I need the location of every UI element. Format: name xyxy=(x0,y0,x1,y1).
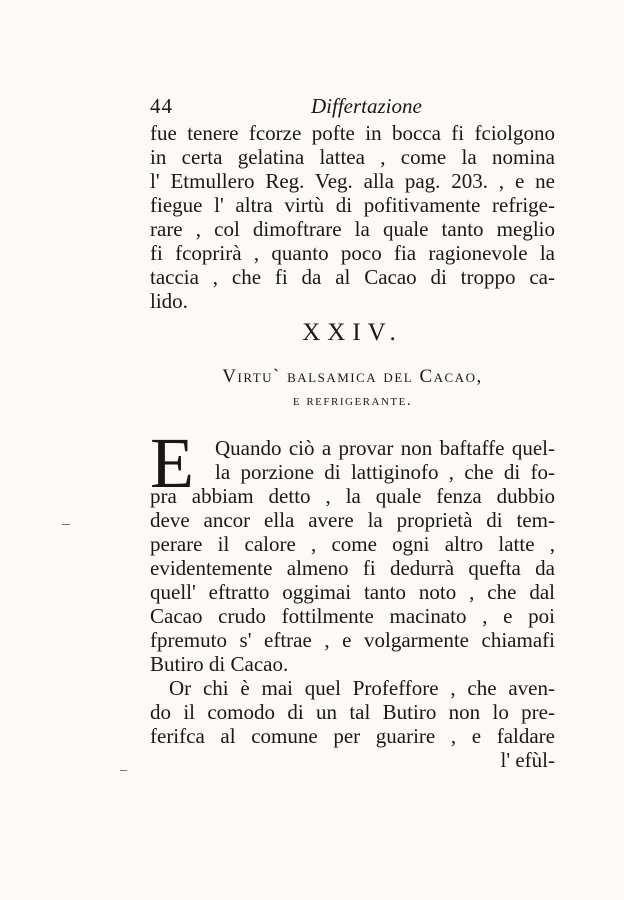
drop-cap: E xyxy=(150,423,194,503)
text-line: deve ancor ella avere la proprietà di tem- xyxy=(150,508,555,532)
text-line: ferifca al comune per guarire , e faldare xyxy=(150,724,555,748)
text-line: rare , col dimoftrare la quale tanto meglio xyxy=(150,217,555,241)
section-number: XXIV. xyxy=(302,319,403,346)
text-line: Quando ciò a provar non baftaffe quel- xyxy=(215,436,555,460)
running-title: Differtazione xyxy=(311,94,422,118)
text-line: fpremuto s' eftrae , e volgarmente chiamafi xyxy=(150,628,555,652)
text-line: la porzione di lattiginofo , che di fo- xyxy=(215,460,555,484)
text-line: perare il calore , come ogni altro latte , xyxy=(150,532,555,556)
section-subtitle: e refrigerante. xyxy=(292,393,413,409)
text-line: Butiro di Cacao. xyxy=(150,652,289,676)
text-line: fi fcoprirà , quanto poco fia ragionevole la xyxy=(150,241,555,265)
catchword: l' efùl- xyxy=(500,748,555,772)
text-line: fiegue l' altra virtù di pofitivamente refrige- xyxy=(150,193,555,217)
text-line: quell' eftratto oggimai tanto noto , che dal xyxy=(150,580,555,604)
text-line: do il comodo di un tal Butiro non lo pre- xyxy=(150,700,555,724)
page-number: 44 xyxy=(150,94,173,118)
text-line: Or chi è mai quel Profeffore , che aven- xyxy=(169,676,555,700)
margin-mark xyxy=(62,524,70,525)
margin-mark xyxy=(120,770,127,771)
text-line: evidentemente almeno fi dedurrà quefta da xyxy=(150,556,555,580)
text-line: Cacao crudo fottilmente macinato , e poi xyxy=(150,604,555,628)
section-title: Virtu` balsamica del Cacao, xyxy=(222,366,483,387)
text-line: taccia , che fi da al Cacao di troppo ca- xyxy=(150,265,555,289)
text-line: fue tenere fcorze pofte in bocca fi fciolgono xyxy=(150,121,555,145)
text-line: l' Etmullero Reg. Veg. alla pag. 203. , e ne xyxy=(150,169,555,193)
text-line: pra abbiam detto , la quale fenza dubbio xyxy=(150,484,555,508)
text-line: in certa gelatina lattea , come la nomina xyxy=(150,145,555,169)
text-line: lido. xyxy=(150,289,188,313)
